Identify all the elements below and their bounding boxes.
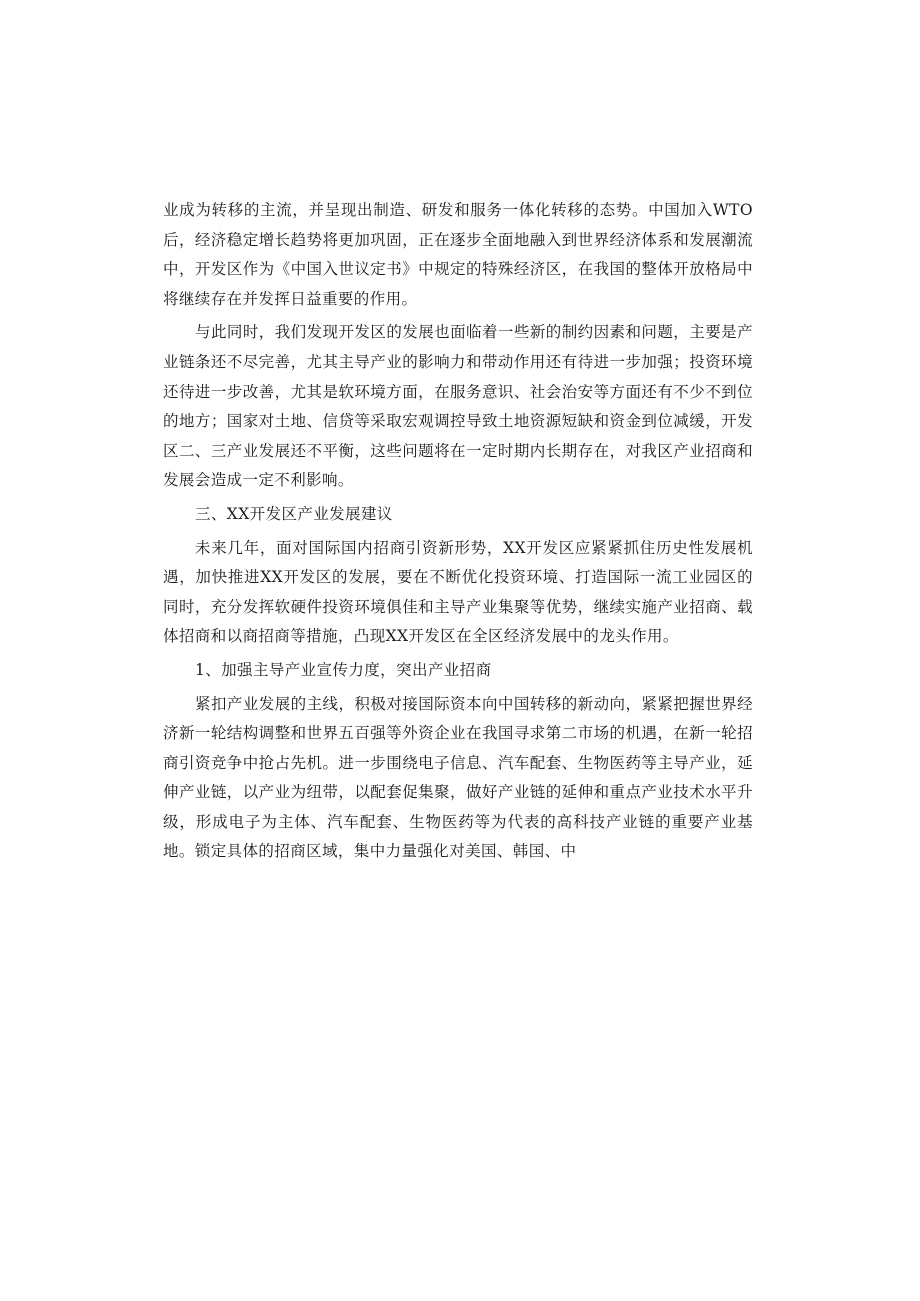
subsection-heading-1: 1、加强主导产业宣传力度，突出产业招商 [195,660,492,679]
paragraph-challenges: 与此同时，我们发现开发区的发展也面临着一些新的制约因素和问题，主要是产业链条还不尽完善，尤其主导产业的影响力和带动作用还有待进一步加强；投资环境还待进一步改善，尤其是软环境方面，在服务意识、社会治安等方面还有不少不到位的地方；国家对土地、信贷等采取宏观调控导致土地资源短缺和资金到位减缓，开发区二、三产业发展还不平衡，这些问题将在一定时期内长期存在，对我区产业招商和发展会造成一定不利影响。 [163,323,753,490]
document-body [163,196,753,871]
paragraph-outlook: 未来几年，面对国际国内招商引资新形势，XX开发区应紧紧抓住历史性发展机遇，加快推进XX开发区的发展，要在不断优化投资环境、打造国际一流工业园区的同时，充分发挥软硬件投资环境俱佳和主导产业集聚等优势，继续实施产业招商、载体招商和以商招商等措施，凸现XX开发区在全区经济发展中的龙头作用。 [163,538,753,646]
section-heading-3: 三、XX开发区产业发展建议 [195,504,393,523]
paragraph-industry-investment: 紧扣产业发展的主线，积极对接国际资本向中国转移的新动向，紧紧把握世界经济新一轮结构调整和世界五百强等外资企业在我国寻求第二市场的机遇，在新一轮招商引资竞争中抢占先机。进一步围绕电子信息、汽车配套、生物医药等主导产业，延伸产业链，以产业为纽带，以配套促集聚，做好产业链的延伸和重点产业技术水平升级，形成电子为主体、汽车配套、生物医药等为代表的高科技产业链的重要产业基地。锁定具体的招商区域，集中力量强化对美国、韩国、中 [163,694,753,861]
paragraph-continuation: 业成为转移的主流，并呈现出制造、研发和服务一体化转移的态势。中国加入WTO后，经济稳定增长趋势将更加巩固，正在逐步全面地融入到世界经济体系和发展潮流中，开发区作为《中国入世议定书》中规定的特殊经济区，在我国的整体开放格局中将继续存在并发挥日益重要的作用。 [163,201,753,308]
